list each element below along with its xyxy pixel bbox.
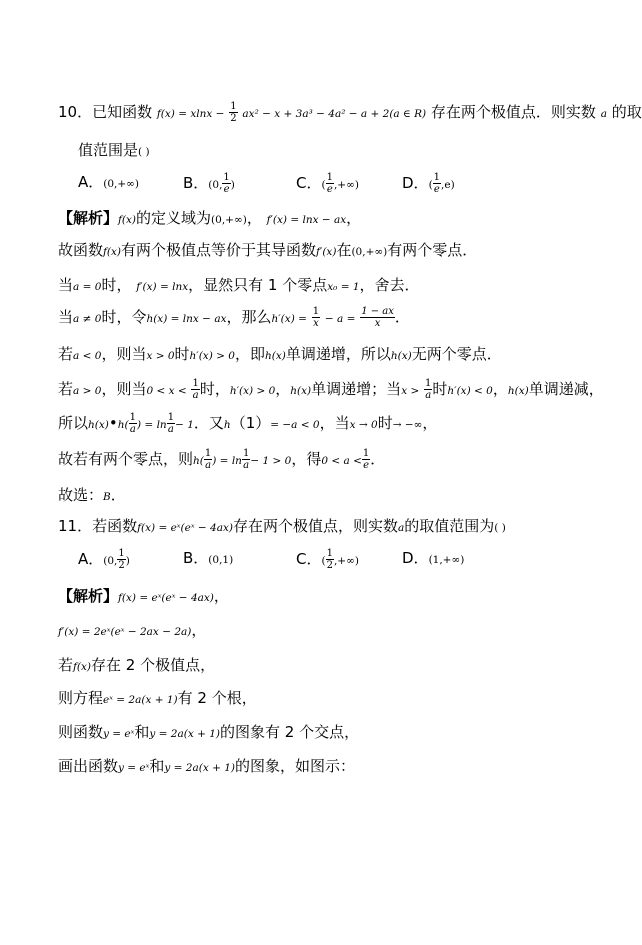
q11-option-a[interactable]: A．(0, $\frac{1}{2}$ ) [78, 548, 130, 571]
fraction: $\frac{1}{a}$ [242, 448, 250, 471]
q10-stem-line1 [58, 101, 642, 124]
fraction: $\frac{1}{x}$ [312, 306, 320, 329]
q11-option-b[interactable]: B．(0,1) [183, 549, 234, 567]
q11-func: f(x) = eˣ(eˣ − 4ax) [137, 522, 233, 534]
fraction: $\frac{1}{a}$ [167, 412, 175, 435]
q10-option-b[interactable]: B．(0, $\frac{1}{e}$ ) [183, 172, 235, 195]
q10-stem-b: 存在两个极值点．则实数 [430, 103, 596, 121]
fraction: $\frac{1}{a}$ [425, 378, 432, 401]
q10-analysis-line7: 所以h(x)•h( $\frac{1}{a}$ ) = ln $\frac{1}{a}$ − 1．又h（1）= −a < 0，当x → 0时→ −∞， [58, 412, 438, 435]
q11-analysis-line6: 画出函数y = eˣ和y = 2a(x + 1)的图象，如图示： [58, 757, 356, 775]
q10-analysis-line9: 故选：B． [58, 486, 126, 504]
analysis-tag: 【解析】 [58, 209, 119, 227]
q10-option-c[interactable]: C．( $\frac{1}{e}$ ,+∞) [296, 172, 359, 195]
fraction: $\frac{1 - ax}{x}$ [361, 306, 394, 329]
analysis-tag: 【解析】 [58, 587, 119, 605]
fraction: $\frac{1}{a}$ [192, 378, 199, 401]
q10-stem-c: 的取 [611, 103, 642, 121]
q10-var-a: a [600, 108, 607, 120]
fraction: $\frac{1}{e}$ [362, 448, 370, 471]
q11-option-c[interactable]: C．( $\frac{1}{2}$ ,+∞) [296, 548, 359, 571]
q11-stem: 11．若函数f(x) = eˣ(eˣ − 4ax)存在两个极值点，则实数a的取值范围为( ) [58, 517, 506, 535]
q10-analysis-line6: 若a > 0，则当0 < x < $\frac{1}{a}$ 时，h′(x) > 0，h(x)单调递增；当x > $\frac{1}{a}$ 时h′(x) < 0，h(x)单调递减， [58, 378, 604, 401]
q10-stem-line2 [78, 140, 150, 162]
q11-analysis-line3: 若f(x)存在 2 个极值点， [58, 656, 216, 674]
q10-stem-d: 值范围是 [78, 141, 139, 159]
q10-number: 10． [58, 103, 93, 121]
q10-analysis-line5: 若a < 0，则当x > 0时h′(x) > 0，即h(x)单调递增，所以h(x)无两个零点． [58, 345, 502, 363]
q11-option-d[interactable]: D．(1,+∞) [402, 549, 465, 567]
q10-func-prefix: f(x) = xlnx − [156, 108, 225, 120]
fraction: $\frac{1}{a}$ [129, 412, 136, 435]
q10-option-a[interactable]: A．(0,+∞) [78, 173, 140, 191]
q10-analysis-line2: 故函数f(x)有两个极值点等价于其导函数f′(x)在(0,+∞)有两个零点． [58, 241, 478, 259]
q11-analysis-line4: 则方程eˣ = 2a(x + 1)有 2 个根， [58, 689, 257, 707]
answer: B [103, 491, 111, 503]
q10-analysis-line3: 当a = 0时， f′(x) = lnx，显然只有 1 个零点x₀ = 1，舍去． [58, 276, 420, 294]
q11-number: 11． [58, 517, 93, 535]
q10-analysis-line1: 【解析】f(x)的定义域为(0,+∞)， f′(x) = lnx − ax， [58, 209, 362, 227]
q10-func-suffix: ax² − x + 3a³ − 4a² − a + 2(a ∈ R) [242, 108, 427, 120]
fraction: $\frac{1}{a}$ [204, 448, 212, 471]
q11-analysis-line2: f′(x) = 2eˣ(eˣ − 2ax − 2a)， [58, 621, 207, 639]
q10-blank: ( ) [138, 146, 150, 158]
q11-blank: ( ) [494, 522, 506, 534]
q10-analysis-line4: 当a ≠ 0时，令h(x) = lnx − ax，那么h′(x) = $\frac{1}{x}$ − a = $\frac{1 - ax}{x}$ ． [58, 306, 410, 329]
q11-analysis-line5: 则函数y = eˣ和y = 2a(x + 1)的图象有 2 个交点， [58, 723, 360, 741]
q10-half-fraction: $\frac{1}{2}$ [230, 101, 237, 124]
q10-analysis-line8: 故若有两个零点，则h( $\frac{1}{a}$ ) = ln $\frac{1}{a}$ − 1 > 0，得0 < a < $\frac{1}{e}$ ． [58, 448, 386, 471]
q11-analysis-line1: 【解析】f(x) = eˣ(eˣ − 4ax)， [58, 587, 229, 605]
q10-stem-a: 已知函数 [92, 103, 153, 121]
q10-option-d[interactable]: D．( $\frac{1}{e}$ ,e) [402, 172, 455, 195]
